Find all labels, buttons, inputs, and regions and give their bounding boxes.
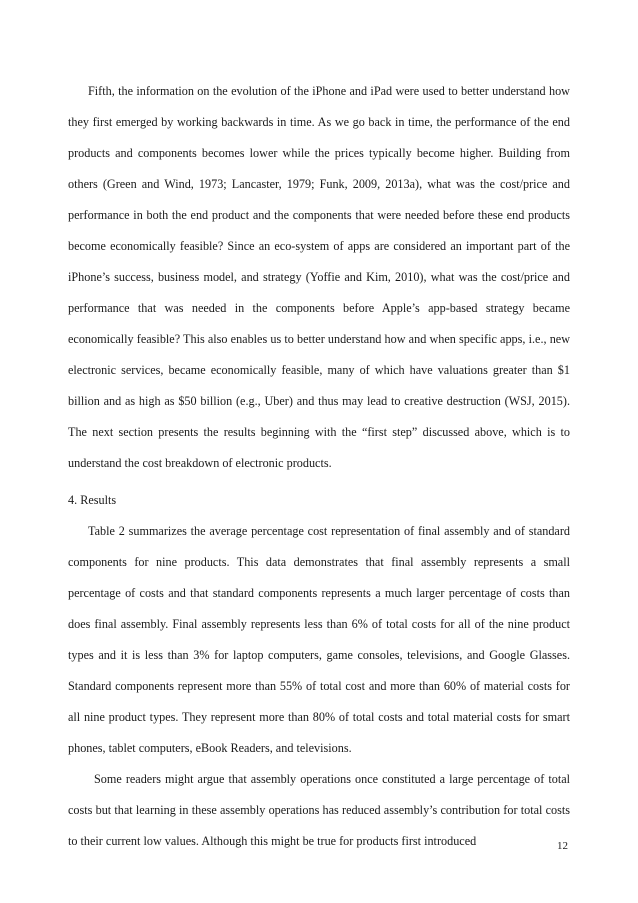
paragraph-3: Some readers might argue that assembly operations once constituted a large percentage of total costs but that learning in these assembly operations has reduced assembly’s contribution for total costs to their current low values. Although this might be true for products first introduced: [68, 772, 570, 848]
section-heading: 4. Results: [68, 493, 117, 507]
body-text-block-1: [68, 76, 570, 479]
body-text-block-2: [68, 485, 570, 857]
page-number: 12: [557, 840, 568, 852]
paragraph-2: Table 2 summarizes the average percentage cost representation of final assembly and of standard components for nine products. This data demonstrates that final assembly represents a small percentage of costs and that standard components represents a much larger percentage of costs than does final assembly. Final assembly represents less than 6% of total costs for all of the nine product types and it is less than 3% for laptop computers, game consoles, televisions, and Google Glasses. Standard components represent more than 55% of total cost and more than 60% of material costs for all nine product types. They represent more than 80% of total costs and total material costs for smart phones, tablet computers, eBook Readers, and televisions.: [68, 524, 570, 755]
paragraph-1: Fifth, the information on the evolution of the iPhone and iPad were used to better understand how they first emerged by working backwards in time. As we go back in time, the performance of the end products and components becomes lower while the prices typically become higher. Building from others (Green and Wind, 1973; Lancaster, 1979; Funk, 2009, 2013a), what was the cost/price and performance in both the end product and the components that were needed before these end products become economically feasible? Since an eco-system of apps are considered an important part of the iPhone’s success, business model, and strategy (Yoffie and Kim, 2010), what was the cost/price and performance that was needed in the components before Apple’s app-based strategy became economically feasible? This also enables us to better understand how and when specific apps, i.e., new electronic services, became economically feasible, many of which have valuations greater than $1 billion and as high as $50 billion (e.g., Uber) and thus may lead to creative destruction (WSJ, 2015). The next section presents the results beginning with the “first step” discussed above, which is to understand the cost breakdown of electronic products.: [68, 84, 570, 470]
